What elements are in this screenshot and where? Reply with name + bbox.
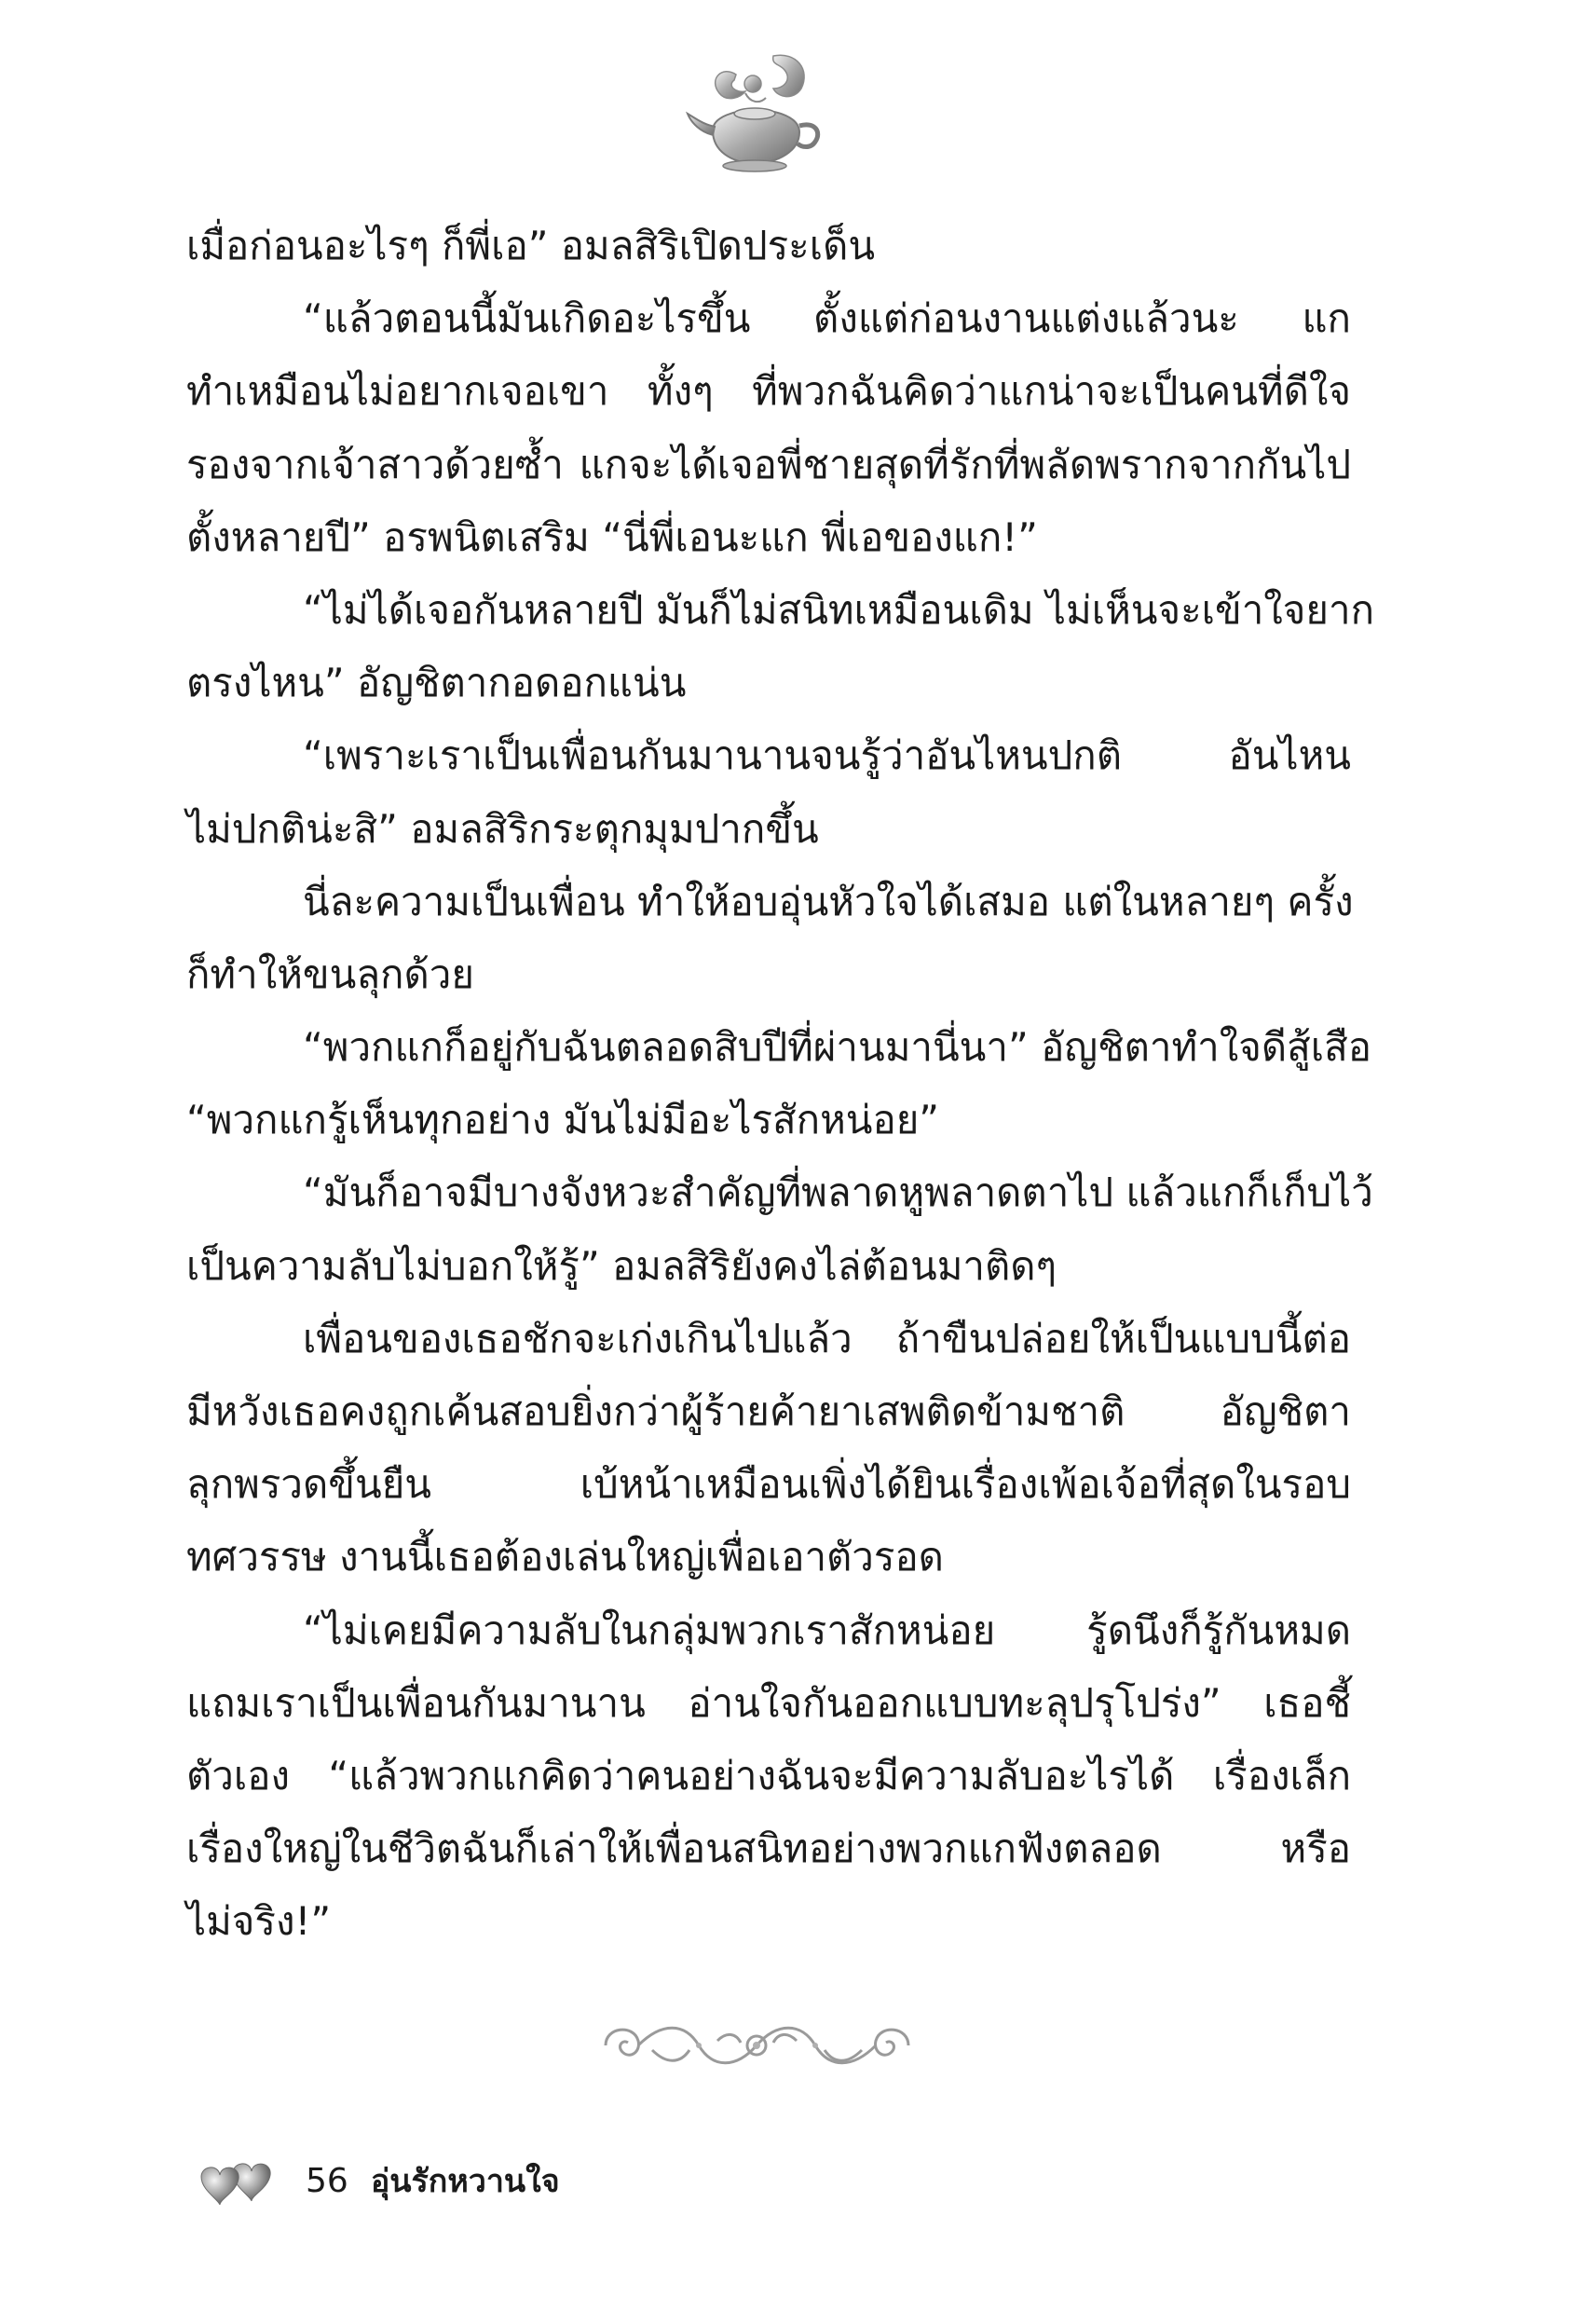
book-title: อุ่นรักหวานใจ — [370, 2163, 560, 2200]
text-line: ก็ทำให้ขนลุกด้วย — [186, 950, 474, 997]
text-line: “เพราะเราเป็นเพื่อนกันมานานจนรู้ว่าอันไหนปกติ อันไหน — [303, 732, 1351, 779]
hearts-icon — [196, 2153, 280, 2208]
text-line: ตั้งหลายปี” อรพนิตเสริม “นี่พี่เอนะแก พี่เอของแก!” — [186, 513, 1038, 560]
text-line: มีหวังเธอคงถูกเค้นสอบยิ่งกว่าผู้ร้ายค้ายาเสพติดข้ามชาติ อัญชิตา — [186, 1388, 1351, 1434]
page-footer — [196, 2148, 560, 2213]
text-line: “มันก็อาจมีบางจังหวะสำคัญที่พลาดหูพลาดตาไป แล้วแกก็เก็บไว้ — [303, 1169, 1373, 1216]
text-line: ไม่จริง!” — [186, 1898, 332, 1945]
text-line: “ไม่เคยมีความลับในกลุ่มพวกเราสักหน่อย รู้ดนึงก็รู้กันหมด — [303, 1607, 1351, 1653]
text-line: แถมเราเป็นเพื่อนกันมานาน อ่านใจกันออกแบบทะลุปรุโปร่ง” เธอชี้ — [186, 1679, 1351, 1726]
text-line: เพื่อนของเธอชักจะเก่งเกินไปแล้ว ถ้าขืนปล่อยให้เป็นแบบนี้ต่อ — [303, 1315, 1351, 1361]
text-line: เมื่อก่อนอะไรๆ ก็พี่เอ” อมลสิริเปิดประเด็น — [186, 223, 876, 268]
text-line: ตัวเอง “แล้วพวกแกคิดว่าคนอย่างฉันจะมีความลับอะไรได้ เรื่องเล็ก — [186, 1752, 1351, 1798]
text-line: ตรงไหน” อัญชิตากอดอกแน่น — [186, 660, 687, 706]
text-line: นี่ละความเป็นเพื่อน ทำให้อบอุ่นหัวใจได้เสมอ แต่ในหลายๆ ครั้ง — [303, 878, 1354, 924]
angel-teapot-icon — [680, 47, 829, 186]
text-line: ไม่ปกติน่ะสิ” อมลสิริกระตุกมุมปากขึ้น — [186, 805, 819, 852]
text-line: ทศวรรษ งานนี้เธอต้องเล่นใหญ่เพื่อเอาตัวรอด — [186, 1534, 944, 1580]
text-line: “พวกแกรู้เห็นทุกอย่าง มันไม่มีอะไรสักหน่อย” — [186, 1097, 940, 1143]
body-text — [186, 210, 1375, 1959]
scroll-divider-icon — [596, 2013, 918, 2078]
page-number: 56 — [306, 2161, 348, 2200]
text-line: รองจากเจ้าสาวด้วยซ้ำ แกจะได้เจอพี่ชายสุดที่รักที่พลัดพรากจากกันไป — [186, 441, 1351, 487]
text-line: “ไม่ได้เจอกันหลายปี มันก็ไม่สนิทเหมือนเดิม ไม่เห็นจะเข้าใจยาก — [303, 586, 1375, 633]
text-line: “แล้วตอนนี้มันเกิดอะไรขึ้น ตั้งแต่ก่อนงานแต่งแล้วนะ แก — [303, 295, 1351, 342]
text-line: “พวกแกก็อยู่กับฉันตลอดสิบปีที่ผ่านมานี่นา” อัญชิตาทำใจดีสู้เสือ — [303, 1024, 1371, 1071]
text-line: เป็นความลับไม่บอกให้รู้” อมลสิริยังคงไล่ต้อนมาติดๆ — [186, 1242, 1057, 1289]
text-line: ลุกพรวดขึ้นยืน เบ้หน้าเหมือนเพิ่งได้ยินเรื่องเพ้อเจ้อที่สุดในรอบ — [186, 1461, 1351, 1508]
text-line: ทำเหมือนไม่อยากเจอเขา ทั้งๆ ที่พวกฉันคิดว่าแกน่าจะเป็นคนที่ดีใจ — [186, 368, 1351, 415]
text-line: เรื่องใหญ่ในชีวิตฉันก็เล่าให้เพื่อนสนิทอย่างพวกแกฟังตลอด หรือ — [186, 1826, 1351, 1872]
